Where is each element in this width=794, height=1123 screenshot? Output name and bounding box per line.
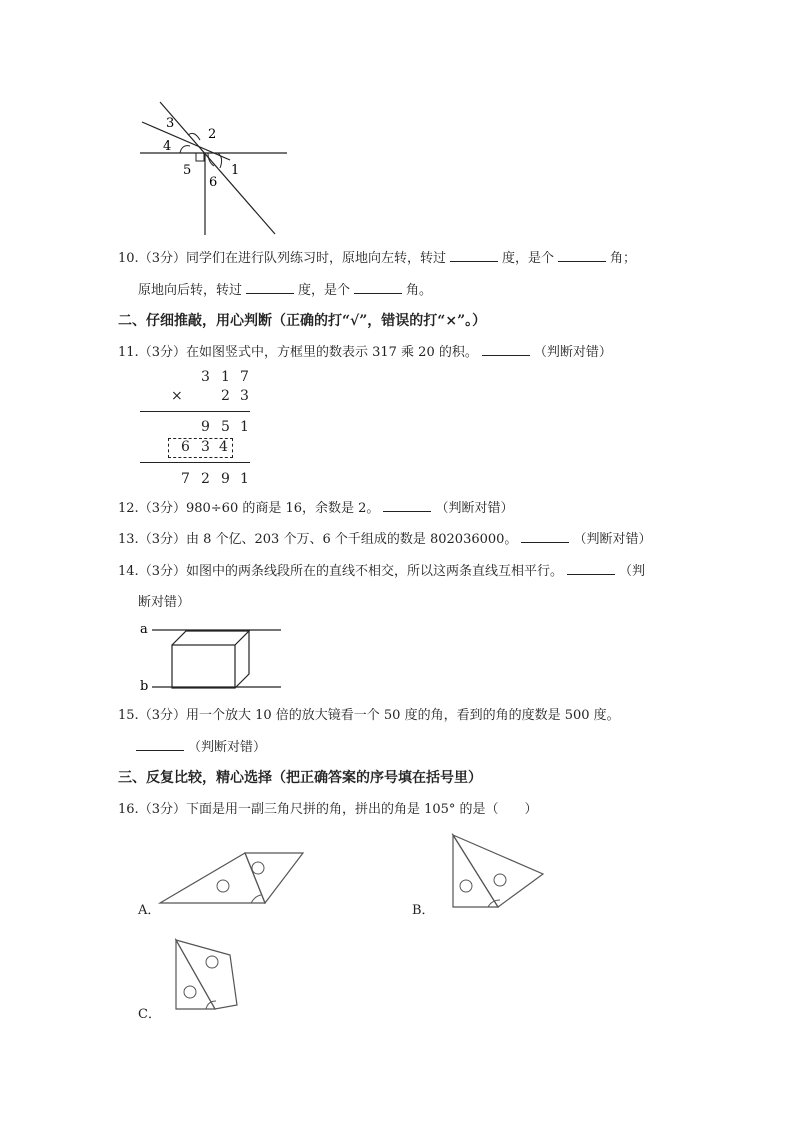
question-15-line2	[136, 738, 266, 757]
digit: 1	[221, 369, 230, 385]
question-score: （3分）	[138, 345, 186, 360]
times-sign: ×	[171, 388, 183, 404]
question-text: 度，是个	[298, 283, 351, 298]
digit: 3	[201, 439, 210, 455]
judge-hint: （判断对错）	[435, 501, 514, 516]
question-number: 13.	[118, 532, 139, 547]
angle-label-6: 6	[209, 175, 218, 190]
answer-blank[interactable]	[482, 343, 530, 356]
digit: 7	[181, 471, 190, 487]
digit: 3	[201, 369, 210, 385]
digit: 1	[240, 471, 249, 487]
intersecting-lines-figure	[130, 100, 300, 240]
question-text: 下面是用一副三角尺拼的角，拼出的角是 105° 的是（ ）	[185, 802, 538, 817]
question-number: 10.	[118, 251, 139, 266]
question-score: （3分）	[138, 802, 186, 817]
question-number: 15.	[118, 708, 139, 723]
question-text: 980÷60 的商是 16，余数是 2。	[185, 501, 380, 516]
question-score: （3分）	[138, 708, 186, 723]
question-14-line2: 断对错）	[138, 595, 191, 610]
option-c-label[interactable]: C．	[138, 1007, 161, 1022]
digit: 7	[240, 369, 249, 385]
answer-blank[interactable]	[521, 530, 569, 543]
line-label-a: a	[140, 622, 148, 637]
section-3-heading: 三、反复比较，精心选择（把正确答案的序号填在括号里）	[118, 770, 482, 786]
question-text: 同学们在进行队列练习时，原地向左转，转过	[185, 251, 446, 266]
answer-blank[interactable]	[558, 249, 606, 262]
question-text: 角。	[406, 283, 433, 298]
rule-line	[140, 462, 250, 463]
question-16	[118, 801, 538, 819]
digit: 9	[221, 471, 230, 487]
question-score: （3分）	[138, 564, 186, 579]
rule-line	[140, 411, 250, 412]
answer-blank[interactable]	[567, 562, 615, 575]
digit: 2	[201, 471, 210, 487]
answer-blank[interactable]	[354, 281, 402, 294]
question-15-line1	[118, 707, 620, 725]
answer-blank[interactable]	[383, 499, 431, 512]
digit: 2	[221, 388, 230, 404]
parallel-lines-cuboid-figure	[138, 618, 288, 698]
judge-hint: （判断对错）	[533, 345, 612, 360]
question-text: 原地向后转，转过	[138, 283, 243, 298]
angle-label-2: 2	[208, 127, 217, 142]
digit: 6	[181, 439, 190, 455]
question-number: 14.	[118, 564, 139, 579]
question-text: 角；	[610, 251, 637, 266]
question-text: 用一个放大 10 倍的放大镜看一个 50 度的角，看到的角的度数是 500 度。	[185, 708, 620, 723]
question-score: （3分）	[138, 532, 186, 547]
question-text: 度，是个	[501, 251, 554, 266]
option-b-label[interactable]: B．	[412, 903, 435, 918]
answer-blank[interactable]	[136, 738, 184, 751]
question-score: （3分）	[138, 501, 186, 516]
angle-label-3: 3	[166, 116, 175, 131]
option-c-set-square-figure[interactable]	[170, 937, 245, 1017]
question-13	[118, 530, 651, 549]
option-a-label[interactable]: A．	[138, 903, 161, 918]
question-text: 在如图竖式中，方框里的数表示 317 乘 20 的积。	[185, 345, 478, 360]
question-14-line1	[118, 562, 645, 581]
answer-blank[interactable]	[246, 281, 294, 294]
question-11	[118, 343, 612, 362]
digit: 5	[221, 419, 230, 435]
question-10-line2	[138, 281, 432, 300]
angle-label-1: 1	[231, 163, 240, 178]
question-12	[118, 499, 513, 518]
option-b-set-square-figure[interactable]	[448, 832, 548, 912]
option-a-set-square-figure[interactable]	[155, 848, 310, 908]
judge-hint: （判断对错）	[188, 740, 267, 755]
judge-hint: （判	[618, 564, 645, 579]
line-label-b: b	[140, 679, 149, 694]
answer-blank[interactable]	[450, 249, 498, 262]
judge-hint: （判断对错）	[573, 532, 652, 547]
question-10-line1	[118, 249, 636, 268]
question-score: （3分）	[138, 251, 186, 266]
angle-label-4: 4	[163, 139, 172, 154]
digit: 3	[240, 388, 249, 404]
section-2-heading: 二、仔细推敲，用心判断（正确的打“√”，错误的打“×”。）	[118, 313, 487, 329]
digit: 4	[219, 439, 228, 455]
question-text: 如图中的两条线段所在的直线不相交，所以这两条直线互相平行。	[185, 564, 563, 579]
question-number: 11.	[118, 345, 139, 360]
question-number: 16.	[118, 802, 139, 817]
question-text: 由 8 个亿、203 个万、6 个千组成的数是 802036000。	[185, 532, 518, 547]
digit: 1	[240, 419, 249, 435]
question-number: 12.	[118, 501, 139, 516]
vertical-multiplication	[140, 366, 255, 492]
digit: 9	[201, 419, 210, 435]
angle-label-5: 5	[183, 163, 192, 178]
